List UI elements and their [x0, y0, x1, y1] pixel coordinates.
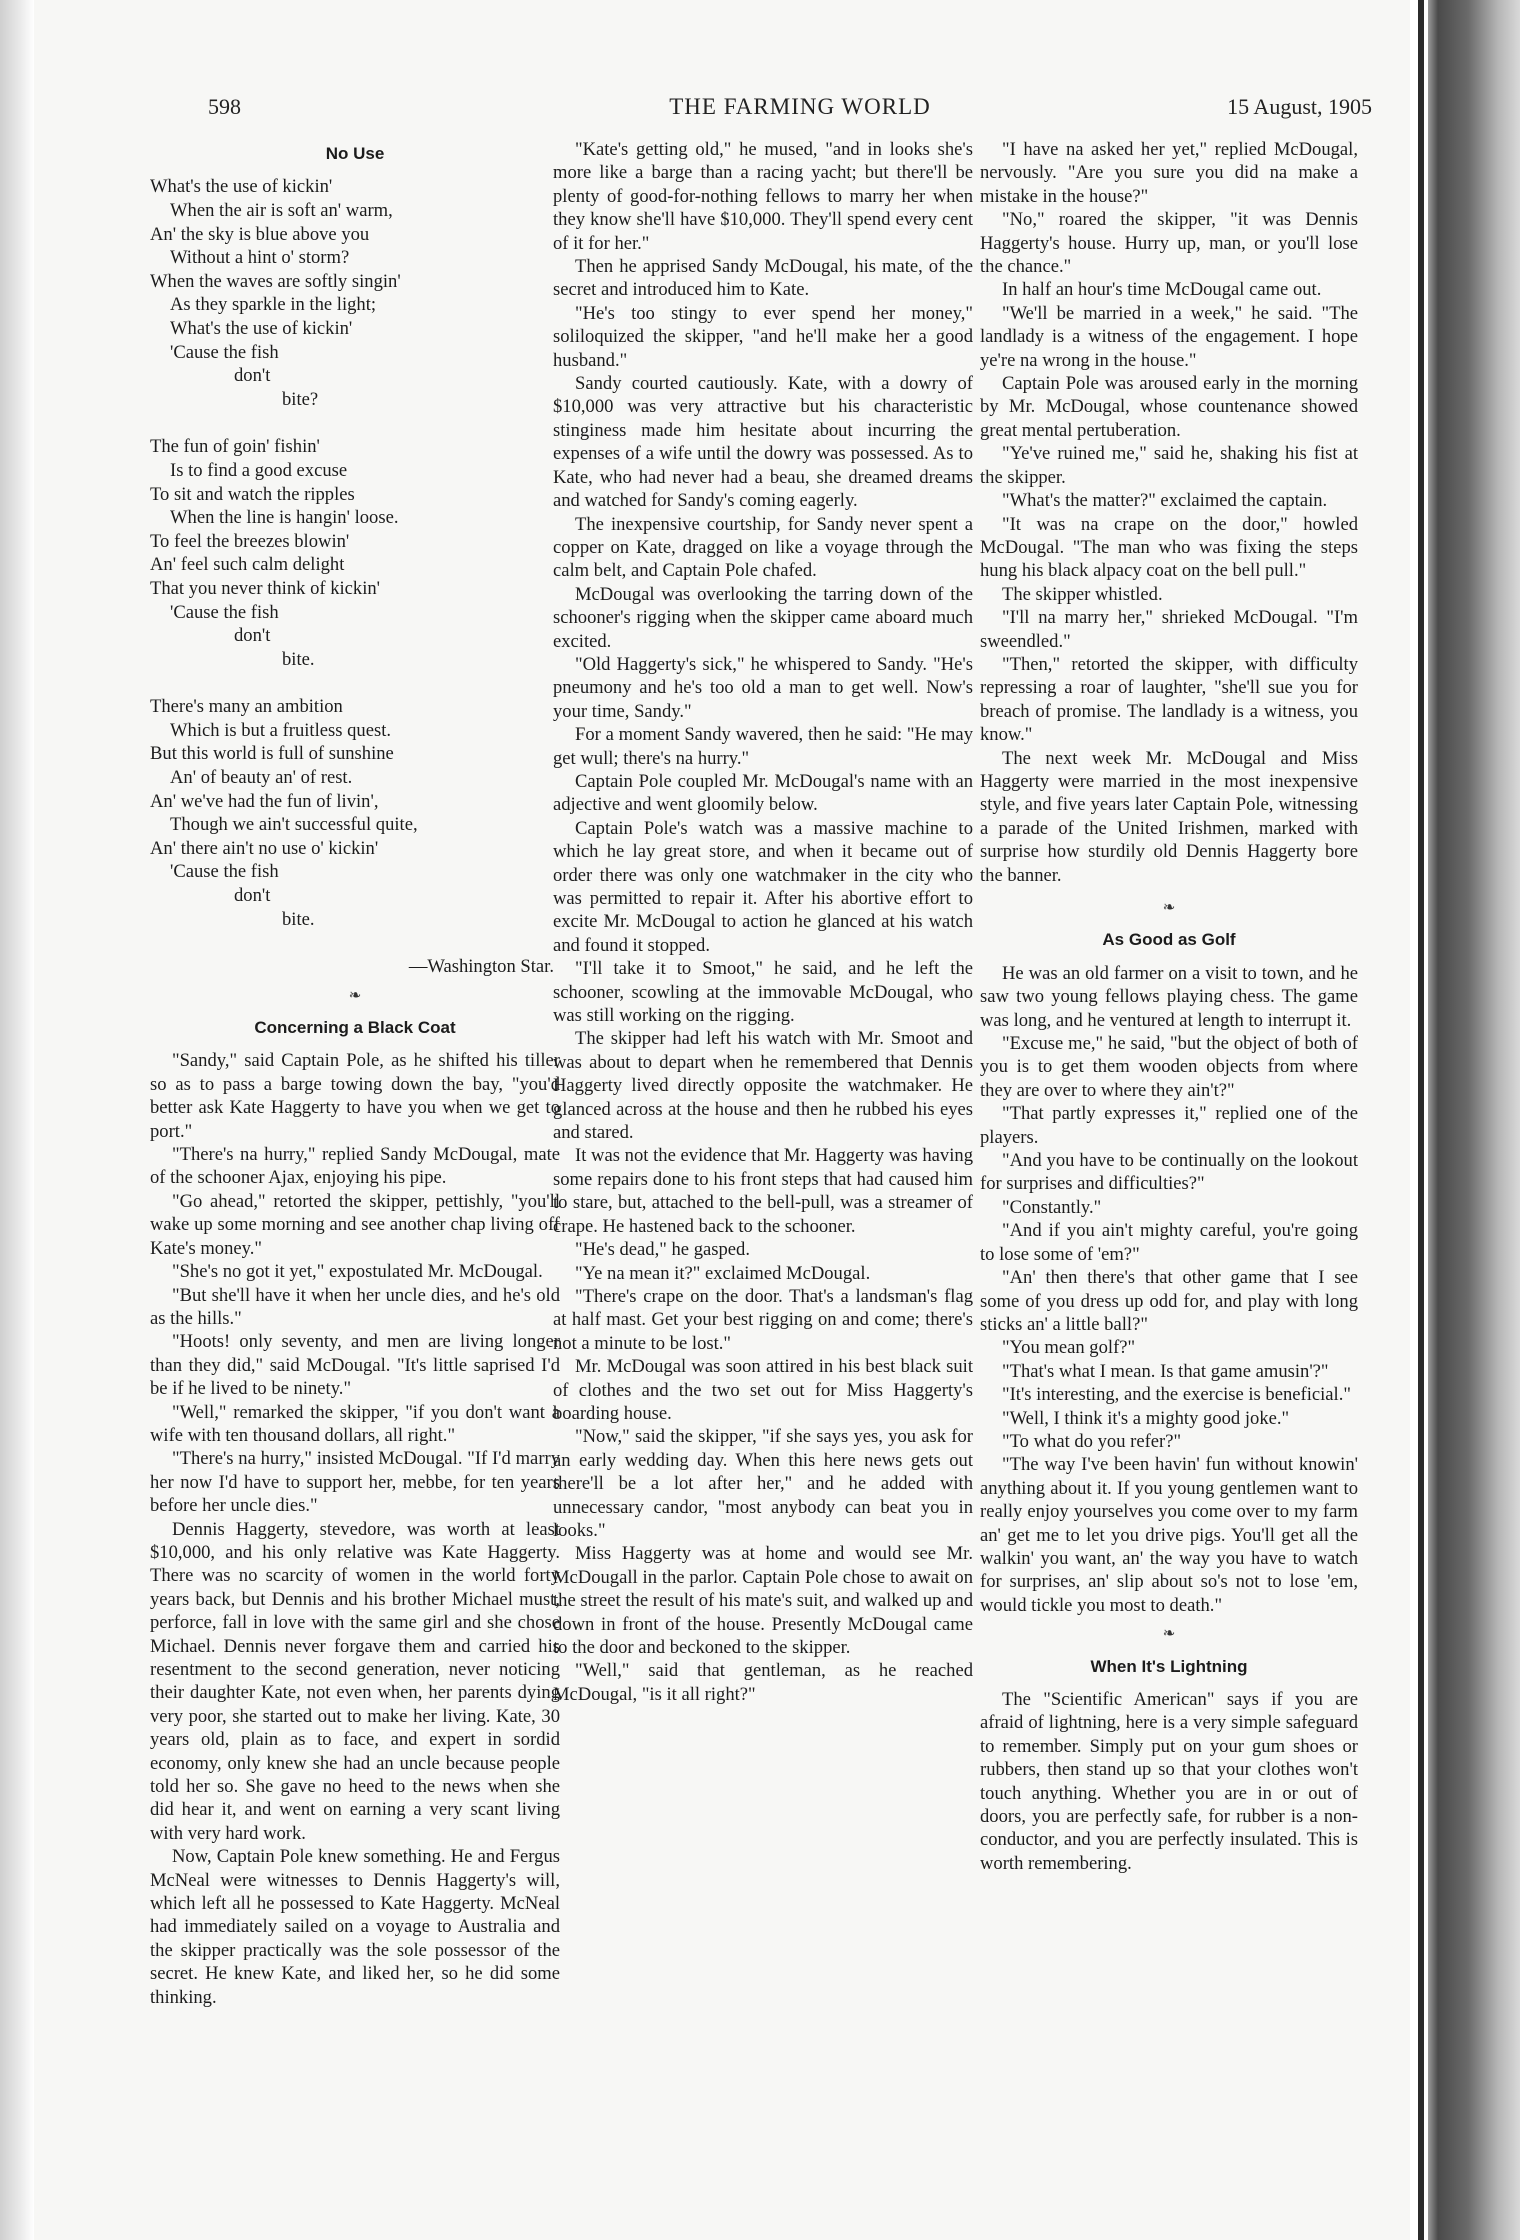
scan-gutter-line	[1418, 0, 1424, 2240]
poem-line: Which is but a fruitless quest.	[170, 719, 392, 741]
paragraph: "Well, I think it's a mighty good joke."	[1002, 1407, 1290, 1429]
poem-line: 'Cause the fish	[170, 861, 279, 883]
paragraph: "That partly expresses it," replied one of the players.	[980, 1103, 1358, 1148]
paragraph: "Constantly."	[1002, 1196, 1102, 1218]
paragraph: "Go ahead," retorted the skipper, pettishly, "you'll wake up some morning and see another chap living off Kate's money."	[150, 1190, 560, 1259]
paragraph: "Excuse me," he said, "but the object of both of you is to get them wooden objects from where they are over to where they ain't?"	[980, 1033, 1358, 1101]
poem-line: The fun of goin' fishin'	[150, 436, 320, 458]
poem-line: Though we ain't successful quite,	[170, 814, 418, 836]
column-2	[553, 138, 973, 1706]
poem-line: Without a hint o' storm?	[170, 247, 350, 269]
poem-line: When the air is soft an' warm,	[170, 200, 393, 221]
story-title-black-coat: Concerning a Black Coat	[254, 1018, 456, 1038]
paragraph: "Kate's getting old," he mused, "and in looks she's more like a barge than a racing yacht; but there'll be plenty of good-for-nothing fellows to marry her when they know she'll have $10,000. They'll spend every cent of it for her."	[553, 139, 973, 254]
poem-line: That you never think of kickin'	[150, 577, 381, 599]
paragraph: Sandy courted cautiously. Kate, with a dowry of $10,000 was very attractive but his characteristic stinginess made him hesitate about incurring the expenses of a wife until the dowry was possessed. As to Kate, who had never had a beau, she dreamed dreams and watched for Sandy's coming eagerly.	[553, 373, 973, 512]
paragraph: "The way I've been havin' fun without knowin' anything about it. If you young gentlemen want to really enjoy yourselves you come over to my farm an' get me to let you drive pigs. You'll get all the walkin' you want, an' the way you have to watch for surprises, an' slip about so's not to lose 'em, would tickle you most to death."	[980, 1454, 1358, 1616]
poem-line: To sit and watch the ripples	[150, 483, 355, 505]
paragraph: "But she'll have it when her uncle dies, and he's old as the hills."	[150, 1284, 560, 1329]
paragraph: Now, Captain Pole knew something. He and Fergus McNeal were witnesses to Dennis Haggerty's will, which left all he possessed to Kate Haggerty. McNeal had immediately sailed on a voyage to Australia and the skipper practically was the sole possessor of the secret. He knew Kate, and liked her, so he did some thinking.	[150, 1846, 560, 2008]
story-golf-body	[980, 962, 1358, 1617]
paragraph: Miss Haggerty was at home and would see Mr. McDougall in the parlor. Captain Pole chose to await on the street the result of his mate's suit, and walked up and down in front of the house. Presently McDougal came to the door and beckoned to the skipper.	[553, 1543, 973, 1658]
paragraph: "And if you ain't mighty careful, you're going to lose some of 'em?"	[980, 1220, 1358, 1265]
paragraph: "Ye na mean it?" exclaimed McDougal.	[575, 1262, 871, 1284]
paragraph: Dennis Haggerty, stevedore, was worth at least $10,000, and his only relative was Kate Haggerty. There was no scarcity of women in the world forty years back, but Dennis and his brother Michael must, perforce, fall in love with the same girl and she chose Michael. Dennis never forgave them and carried his resentment to the second generation, never noticing their daughter Kate, not even when, her parents dying very poor, she started out to make her living. Kate, 30 years old, plain as to face, and expert in sordid economy, only knew she had an uncle because people told her so. She gave no heed to the news when she did hear it, and went on earning a very scant living with very hard work.	[150, 1518, 560, 1844]
paragraph: Captain Pole was aroused early in the morning by Mr. McDougal, whose countenance showed great mental pertuberation.	[980, 373, 1358, 441]
paragraph: "It was na crape on the door," howled McDougal. "The man who was fixing the steps hung his black alpacy coat on the bell pull."	[980, 513, 1358, 582]
poem-line: To feel the breezes blowin'	[150, 530, 350, 552]
paragraph: "No," roared the skipper, "it was Dennis Haggerty's house. Hurry up, man, or you'll lose the chance."	[980, 209, 1358, 278]
paragraph: The skipper whistled.	[1002, 583, 1163, 605]
paragraph: "To what do you refer?"	[1002, 1430, 1182, 1452]
scan-right-edge	[1428, 0, 1520, 2240]
paragraph: "There's na hurry," insisted McDougal. "If I'd marry her now I'd have to support her, mebbe, for ten years before her uncle dies."	[150, 1448, 560, 1517]
poem-line: But this world is full of sunshine	[150, 743, 394, 765]
poem-line: 'Cause the fish	[170, 601, 279, 623]
column-3	[980, 138, 1358, 1875]
section-ornament: ❧	[348, 987, 362, 1004]
paragraph: In half an hour's time McDougal came out.	[1002, 279, 1322, 301]
paragraph: "I'll take it to Smoot," he said, and he left the schooner, scowling at the immovable McDougal, who was still working on the rigging.	[553, 958, 973, 1027]
poem-line: bite.	[282, 648, 315, 670]
paragraph: The next week Mr. McDougal and Miss Haggerty were married in the most inexpensive style, and five years later Captain Pole, witnessing a parade of the United Irishmen, marked with surprise how sturdily old Dennis Haggerty bore the banner.	[980, 747, 1358, 886]
paragraph: "And you have to be continually on the lookout for surprises and difficulties?"	[980, 1150, 1358, 1195]
story-black-coat-part-3	[980, 138, 1358, 887]
paragraph: "I have na asked her yet," replied McDougal, nervously. "Are you sure you did na make a mistake in the house?"	[980, 139, 1358, 207]
poem-line: When the waves are softly singin'	[150, 270, 401, 292]
paragraph: "It's interesting, and the exercise is beneficial."	[1002, 1384, 1351, 1406]
poem-attribution: —Washington Star.	[408, 956, 554, 978]
poem-line: There's many an ambition	[150, 696, 343, 718]
column-1	[150, 138, 560, 2009]
paragraph: "I'll na marry her," shrieked McDougal. "I'm sweendled."	[980, 607, 1358, 652]
page-number: 598	[208, 94, 241, 119]
poem-line: What's the use of kickin'	[170, 317, 353, 339]
poem-line: An' we've had the fun of livin',	[150, 790, 379, 812]
poem-line: bite.	[282, 908, 315, 930]
story-title-golf: As Good as Golf	[1102, 930, 1236, 950]
section-ornament: ❧	[1162, 900, 1176, 916]
poem-line: What's the use of kickin'	[150, 176, 333, 198]
scan-left-edge	[0, 0, 34, 2240]
paragraph: Captain Pole coupled Mr. McDougal's name with an adjective and went gloomily below.	[553, 770, 973, 816]
poem-stanza	[150, 175, 560, 411]
paragraph: Mr. McDougal was soon attired in his best black suit of clothes and the two set out for Miss Haggerty's boarding house.	[553, 1356, 973, 1424]
paragraph: "Then," retorted the skipper, with difficulty repressing a roar of laughter, "she'll sue you for breach of promise. The landlady is a witness, you know."	[980, 653, 1358, 746]
paragraph: "Well," said that gentleman, as he reached McDougal, "is it all right?"	[553, 1660, 973, 1705]
paragraph: "What's the matter?" exclaimed the captain.	[1002, 490, 1328, 512]
paragraph: "He's dead," he gasped.	[575, 1239, 750, 1261]
paragraph: Then he apprised Sandy McDougal, his mate, of the secret and introduced him to Kate.	[553, 256, 973, 301]
paragraph: "Sandy," said Captain Pole, as he shifted his tiller so as to pass a barge towing down the bay, "you'd better ask Kate Haggerty to have you when we get to port."	[150, 1050, 560, 1142]
poem-stanza	[150, 695, 560, 931]
paragraph: The inexpensive courtship, for Sandy never spent a copper on Kate, dragged on like a voyage through the calm belt, and Captain Pole chafed.	[553, 513, 973, 582]
story-black-coat-part-1	[150, 1049, 560, 2009]
poem-line: An' the sky is blue above you	[150, 223, 370, 245]
paragraph: The "Scientific American" says if you are afraid of lightning, here is a very simple safeguard to remember. Simply put on your gum shoes or rubbers, then stand up so that your clothes won't touch anything. Whether you are in or out of doors, you are perfectly safe, for rubber is a non-conductor, and you are perfectly insulated. This is worth remembering.	[980, 1689, 1358, 1874]
paragraph: The skipper had left his watch with Mr. Smoot and was about to depart when he remembered that Dennis Haggerty lived directly opposite the watchmaker. He glanced across at the house and then he rubbed his eyes and stared.	[553, 1028, 973, 1144]
paragraph: "We'll be married in a week," he said. "The landlady is a witness of the engagement. I hope ye're na wrong in the house."	[980, 302, 1358, 371]
poem-stanza	[150, 435, 560, 671]
paragraph: "There's crape on the door. That's a landsman's flag at half mast. Get your best rigging on and come; there's not a minute to be lost."	[553, 1285, 973, 1354]
paragraph: Captain Pole's watch was a massive machine to which he lay great store, and when it became out of order there was only one watchmaker in the city who was permitted to repair it. After his abortive effort to excite Mr. McDougal to action he glanced at his watch and found it stopped.	[553, 817, 973, 956]
paragraph: "You mean golf?"	[1002, 1337, 1136, 1359]
paragraph: It was not the evidence that Mr. Haggerty was having some repairs done to his front steps that had caused him to stare, but, attached to the bell-pull, was a streamer of crape. He hastened back to the schooner.	[553, 1145, 973, 1237]
poem-line: When the line is hangin' loose.	[170, 507, 399, 529]
poem-line: don't	[234, 885, 271, 907]
paragraph: "Hoots! only seventy, and men are living longer than they did," said McDougal. "It's little saprised I'd be if he lived to be ninety."	[150, 1331, 560, 1400]
issue-date: 15 August, 1905	[1227, 94, 1372, 119]
paragraph: "Now," said the skipper, "if she says yes, you ask for an early wedding day. When this here news gets out there'll be a lot after her," and he added with unnecessary candor, "most anybody can beat you in looks."	[553, 1426, 973, 1541]
story-black-coat-part-2	[553, 138, 973, 1706]
poem-line: An' of beauty an' of rest.	[170, 767, 353, 789]
poem-line: An' feel such calm delight	[150, 554, 345, 576]
paragraph: "She's no got it yet," expostulated Mr. McDougal.	[172, 1261, 543, 1283]
paragraph: "Ye've ruined me," said he, shaking his fist at the skipper.	[980, 443, 1358, 488]
paragraph: "Well," remarked the skipper, "if you don't want a wife with ten thousand dollars, all right."	[150, 1401, 560, 1446]
section-ornament: ❧	[1162, 1626, 1176, 1643]
poem-line: 'Cause the fish	[170, 341, 279, 363]
poem-line: As they sparkle in the light;	[170, 294, 377, 316]
paragraph: "He's too stingy to ever spend her money," soliloquized the skipper, "and he'll make her a good husband."	[553, 302, 973, 371]
paragraph: "An' then there's that other game that I see some of you dress up odd for, and play with long sticks an' a little ball?"	[980, 1267, 1358, 1335]
story-lightning-body	[980, 1688, 1358, 1875]
paragraph: "That's what I mean. Is that game amusin'?"	[1002, 1360, 1329, 1382]
paragraph: He was an old farmer on a visit to town, and he saw two young fellows playing chess. The game was long, and he ventured at length to interrupt it.	[980, 962, 1358, 1031]
paragraph: For a moment Sandy wavered, then he said: "He may get wull; there's na hurry."	[553, 724, 973, 769]
poem-line: An' there ain't no use o' kickin'	[150, 837, 379, 859]
poem-title: No Use	[325, 144, 385, 163]
paragraph: "Old Haggerty's sick," he whispered to Sandy. "He's pneumony and he's too old a man to get well. Now's your time, Sandy."	[553, 653, 973, 722]
poem-line: Is to find a good excuse	[170, 459, 348, 481]
poem-body	[150, 175, 560, 931]
paragraph: McDougal was overlooking the tarring down of the schooner's rigging when the skipper came aboard much excited.	[553, 583, 973, 652]
paragraph: "There's na hurry," replied Sandy McDougal, mate of the schooner Ajax, enjoying his pipe.	[150, 1144, 560, 1189]
poem-line: don't	[234, 625, 271, 647]
poem-line: bite?	[282, 388, 319, 410]
journal-title: THE FARMING WORLD	[669, 94, 931, 119]
story-title-lightning: When It's Lightning	[1090, 1656, 1248, 1676]
poem-line: don't	[234, 365, 271, 387]
